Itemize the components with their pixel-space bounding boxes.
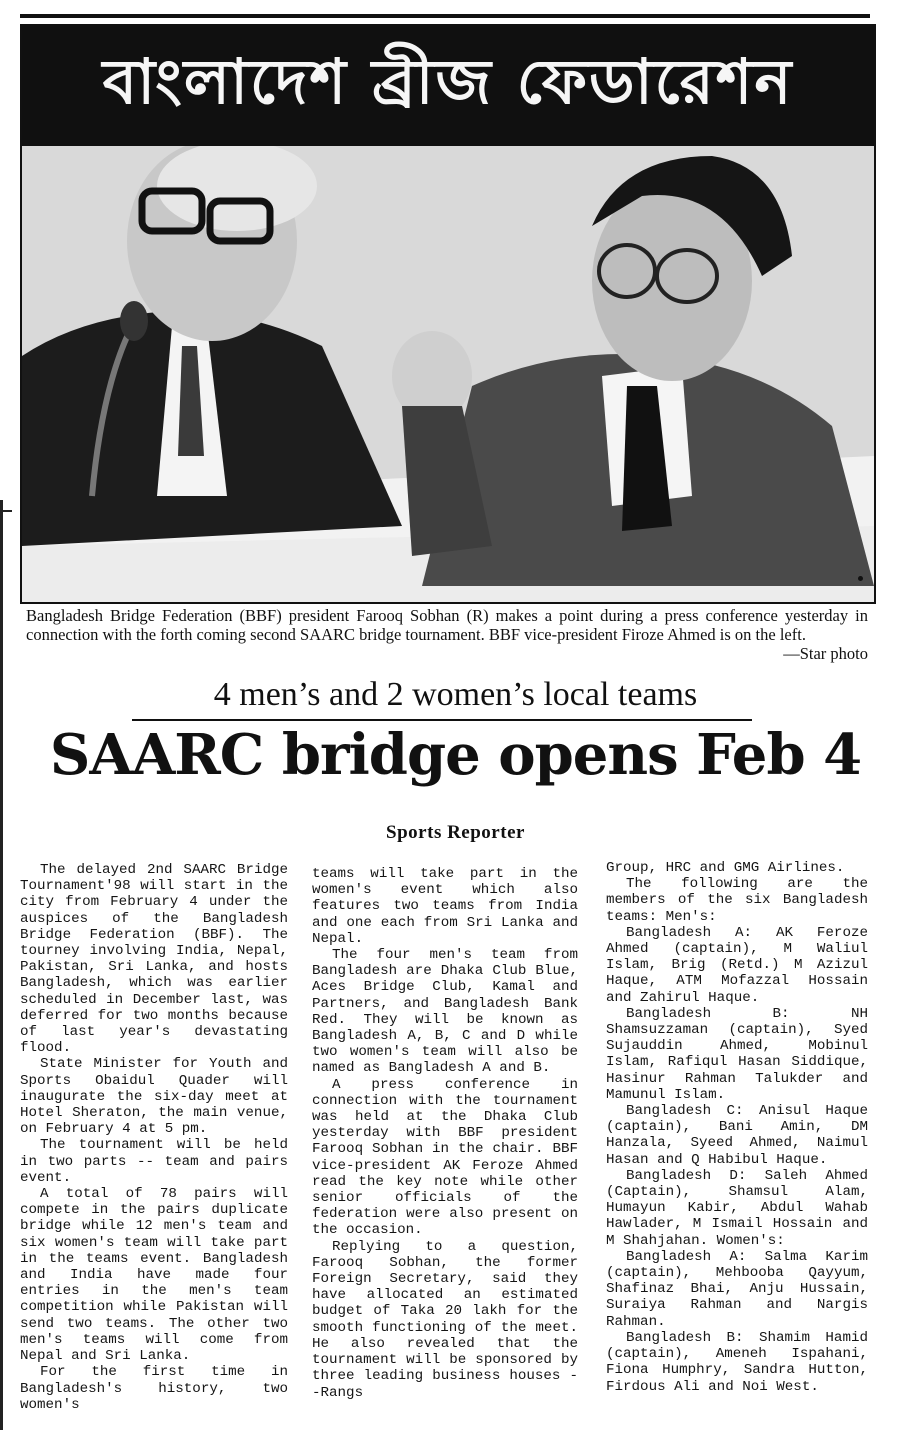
paragraph: teams will take part in the women's event which also features two teams from India and one each from Sri Lanka and Nepal. xyxy=(312,866,578,947)
paragraph: Bangladesh D: Saleh Ahmed (Captain), Shamsul Alam, Humayun Kabir, Abdul Wahab Hawlader, M Ismail Hossain and M Shahjahan. Women's: xyxy=(606,1167,868,1249)
paragraph: A total of 78 pairs will compete in the pairs duplicate bridge while 12 men's team and six women's team will take part in the teams event. Bangladesh and India have made four entries in the men's team competition while Pakistan will send two teams. The other two men's teams will come from Nepal and Sri Lanka. xyxy=(20,1186,288,1365)
paragraph: Replying to a question, Farooq Sobhan, the former Foreign Secretary, said they have allocated an estimated budget of Taka 20 lakh for the smooth functioning of the meet. He also revealed that the tournament will be sponsored by three leading business houses --Rangs xyxy=(312,1238,578,1401)
top-rule xyxy=(20,14,870,18)
page-edge-tick xyxy=(0,510,12,512)
photo-credit: —Star photo xyxy=(783,644,868,663)
kicker-headline: 4 men’s and 2 women’s local teams xyxy=(213,676,698,713)
paragraph: For the first time in Bangladesh's history, two women's xyxy=(20,1364,288,1413)
photo-caption xyxy=(26,606,868,663)
paragraph: State Minister for Youth and Sports Obaidul Quader will inaugurate the six-day meet at Hotel Sheraton, the main venue, on February 4 at 5 pm. xyxy=(20,1056,288,1138)
paragraph: The delayed 2nd SAARC Bridge Tournament'98 will start in the city from February 4 under the auspices of the Bangladesh Bridge Federation (BBF). The tourney involving India, Nepal, Pakistan, Sri Lanka, and hosts Bangladesh, which was earlier scheduled in December last, was deferred for two months because of last year's devastating flood. xyxy=(20,862,288,1057)
article-column-3 xyxy=(606,860,868,1395)
paragraph: Bangladesh B: NH Shamsuzzaman (captain), Syed Sujauddin Ahmed, Mobinul Islam, Rafiqul Hasan Siddique, Hasinur Rahman Talukder and Mamunul Islam. xyxy=(606,1005,868,1103)
press-conference-photo xyxy=(20,24,876,604)
paragraph: Bangladesh A: Salma Karim (captain), Mehbooba Qayyum, Shafinaz Bhai, Anju Hussain, Suraiya Rahman and Nargis Rahman. xyxy=(606,1248,868,1330)
federation-banner xyxy=(22,26,874,146)
byline: Sports Reporter xyxy=(386,822,525,843)
page-edge-line xyxy=(0,500,3,1430)
main-headline: SAARC bridge opens Feb 4 xyxy=(49,722,862,788)
article-column-1 xyxy=(20,862,288,1413)
paragraph: Bangladesh B: Shamim Hamid (captain), Ameneh Ispahani, Fiona Humphry, Sandra Hutton, Firdous Ali and Noi West. xyxy=(606,1329,868,1395)
caption-text: Bangladesh Bridge Federation (BBF) president Farooq Sobhan (R) makes a point during a press conference yesterday in connection with the forth coming second SAARC bridge tournament. BBF vice-president Firoze Ahmed is on the left. xyxy=(26,606,868,644)
paragraph: Bangladesh A: AK Feroze Ahmed (captain), M Waliul Islam, Brig (Retd.) M Azizul Haque, ATM Mofazzal Hossain and Zahirul Haque. xyxy=(606,924,868,1006)
paragraph: Group, HRC and GMG Airlines. xyxy=(606,860,845,876)
paragraph: The tournament will be held in two parts -- team and pairs event. xyxy=(20,1137,288,1186)
photo-dot xyxy=(858,576,863,581)
paragraph: A press conference in connection with the tournament was held at the Dhaka Club yesterday with BBF president Farooq Sobhan in the chair. BBF vice-president AK Feroze Ahmed read the key note while other senior officials of the federation were also present on the occasion. xyxy=(312,1076,578,1239)
paragraph: Bangladesh C: Anisul Haque (captain), Bani Amin, DM Hanzala, Syeed Ahmed, Naimul Hasan and Q Habibul Haque. xyxy=(606,1103,868,1168)
paragraph: The four men's team from Bangladesh are Dhaka Club Blue, Aces Bridge Club, Kamal and Partners, and Bangladesh Bank Red. They will be known as Bangladesh A, B, C and D while two women's team will also be named as Bangladesh A and B. xyxy=(312,947,578,1077)
paragraph: The following are the members of the six Bangladesh teams: Men's: xyxy=(606,876,868,925)
article-column-2 xyxy=(312,866,578,1401)
banner-text: বাংলাদেশ ব্রীজ ফেডারেশন xyxy=(102,44,794,118)
